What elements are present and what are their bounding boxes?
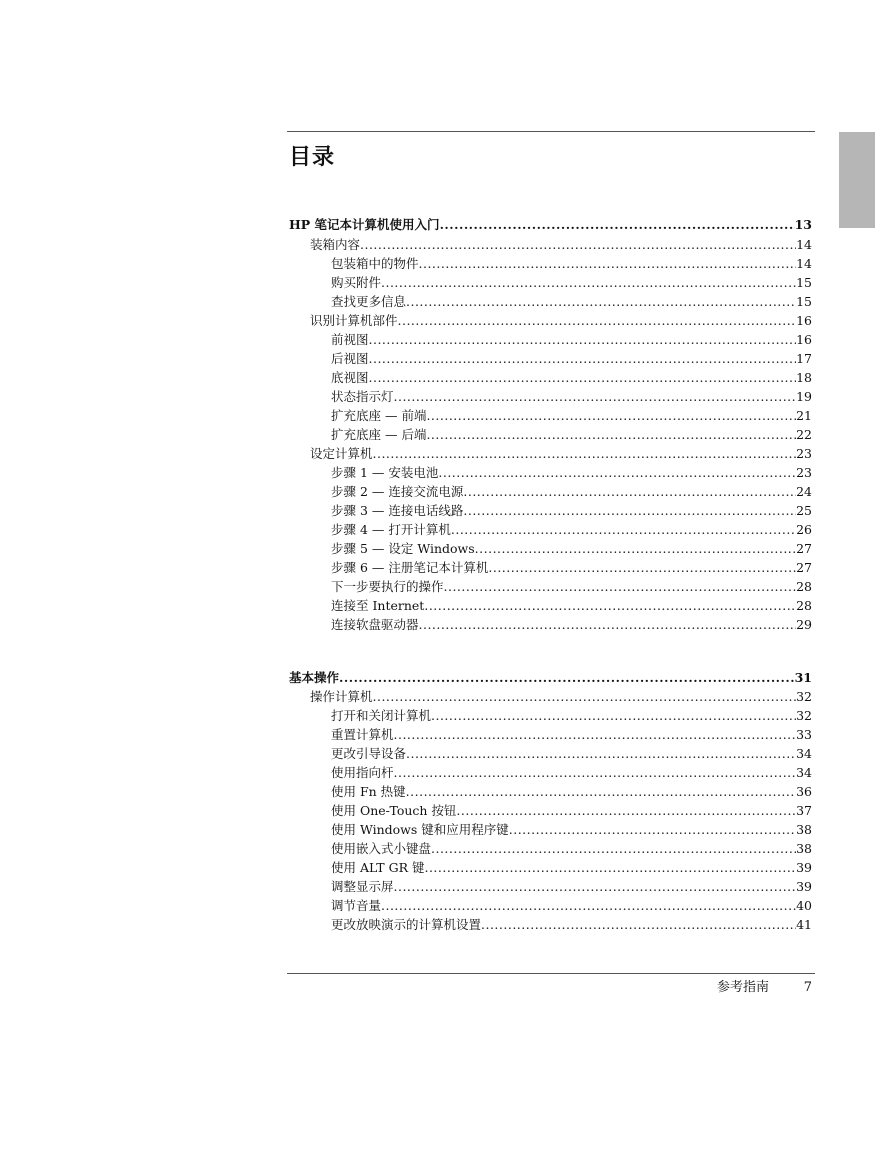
toc-subsection[interactable]: 使用 ALT GR 键 ..... 39 [331, 858, 812, 877]
toc-subsection[interactable]: 下一步要执行的操作 ..... 28 [331, 577, 812, 596]
toc-subsection[interactable]: 购买附件 ..... 15 [331, 273, 812, 292]
page-title: 目录 [289, 144, 336, 170]
toc-subsection[interactable]: 使用 Windows 键和应用程序键 ..... 38 [331, 820, 812, 839]
toc-section[interactable]: 装箱内容 ..... 14 [310, 235, 812, 254]
toc-subsection[interactable]: 连接软盘驱动器 ..... 29 [331, 615, 812, 634]
page-number: 7 [803, 980, 812, 995]
toc-section[interactable]: 设定计算机 ..... 23 [310, 444, 812, 463]
bottom-rule [287, 973, 815, 974]
toc-subsection[interactable]: 扩充底座 — 前端 ..... 21 [331, 406, 812, 425]
toc-subsection[interactable]: 使用指向杆 ..... 34 [331, 763, 812, 782]
toc-subsection[interactable]: 调整显示屏 ..... 39 [331, 877, 812, 896]
chapter-tab-marker [839, 132, 875, 228]
toc-subsection[interactable]: 状态指示灯 ..... 19 [331, 387, 812, 406]
toc-subsection[interactable]: 步骤 6 — 注册笔记本计算机 ..... 27 [331, 558, 812, 577]
page-footer [580, 979, 812, 997]
toc-section[interactable]: 识别计算机部件 ..... 16 [310, 311, 812, 330]
toc-subsection[interactable]: 更改放映演示的计算机设置 ..... 41 [331, 915, 812, 934]
toc-subsection[interactable]: 步骤 5 — 设定 Windows ..... 27 [331, 539, 812, 558]
toc-section[interactable]: 操作计算机 ..... 32 [310, 687, 812, 706]
toc-subsection[interactable]: 前视图 ..... 16 [331, 330, 812, 349]
toc-subsection[interactable]: 更改引导设备 ..... 34 [331, 744, 812, 763]
top-rule [287, 131, 815, 132]
toc-subsection[interactable]: 后视图 ..... 17 [331, 349, 812, 368]
toc-subsection[interactable]: 包装箱中的物件 ..... 14 [331, 254, 812, 273]
toc-chapter[interactable]: 基本操作 ..... 31 [289, 668, 812, 687]
toc-subsection[interactable]: 连接至 Internet ..... 28 [331, 596, 812, 615]
toc-subsection[interactable]: 查找更多信息 ..... 15 [331, 292, 812, 311]
toc-subsection[interactable]: 使用 One-Touch 按钮 ..... 37 [331, 801, 812, 820]
toc-subsection[interactable]: 重置计算机 ..... 33 [331, 725, 812, 744]
toc-subsection[interactable]: 打开和关闭计算机 ..... 32 [331, 706, 812, 725]
toc-subsection[interactable]: 步骤 1 — 安装电池 ..... 23 [331, 463, 812, 482]
toc-chapter[interactable]: HP 笔记本计算机使用入门 ..... 13 [289, 215, 812, 234]
footer-guide-title: 参考指南 [716, 980, 769, 995]
toc-subsection[interactable]: 步骤 2 — 连接交流电源 ..... 24 [331, 482, 812, 501]
toc-subsection[interactable]: 调节音量 ..... 40 [331, 896, 812, 915]
toc-subsection[interactable]: 步骤 3 — 连接电话线路 ..... 25 [331, 501, 812, 520]
toc-subsection[interactable]: 底视图 ..... 18 [331, 368, 812, 387]
toc-subsection[interactable]: 使用 Fn 热键 ..... 36 [331, 782, 812, 801]
toc-subsection[interactable]: 扩充底座 — 后端 ..... 22 [331, 425, 812, 444]
toc-subsection[interactable]: 步骤 4 — 打开计算机 ..... 26 [331, 520, 812, 539]
toc-subsection[interactable]: 使用嵌入式小键盘 ..... 38 [331, 839, 812, 858]
